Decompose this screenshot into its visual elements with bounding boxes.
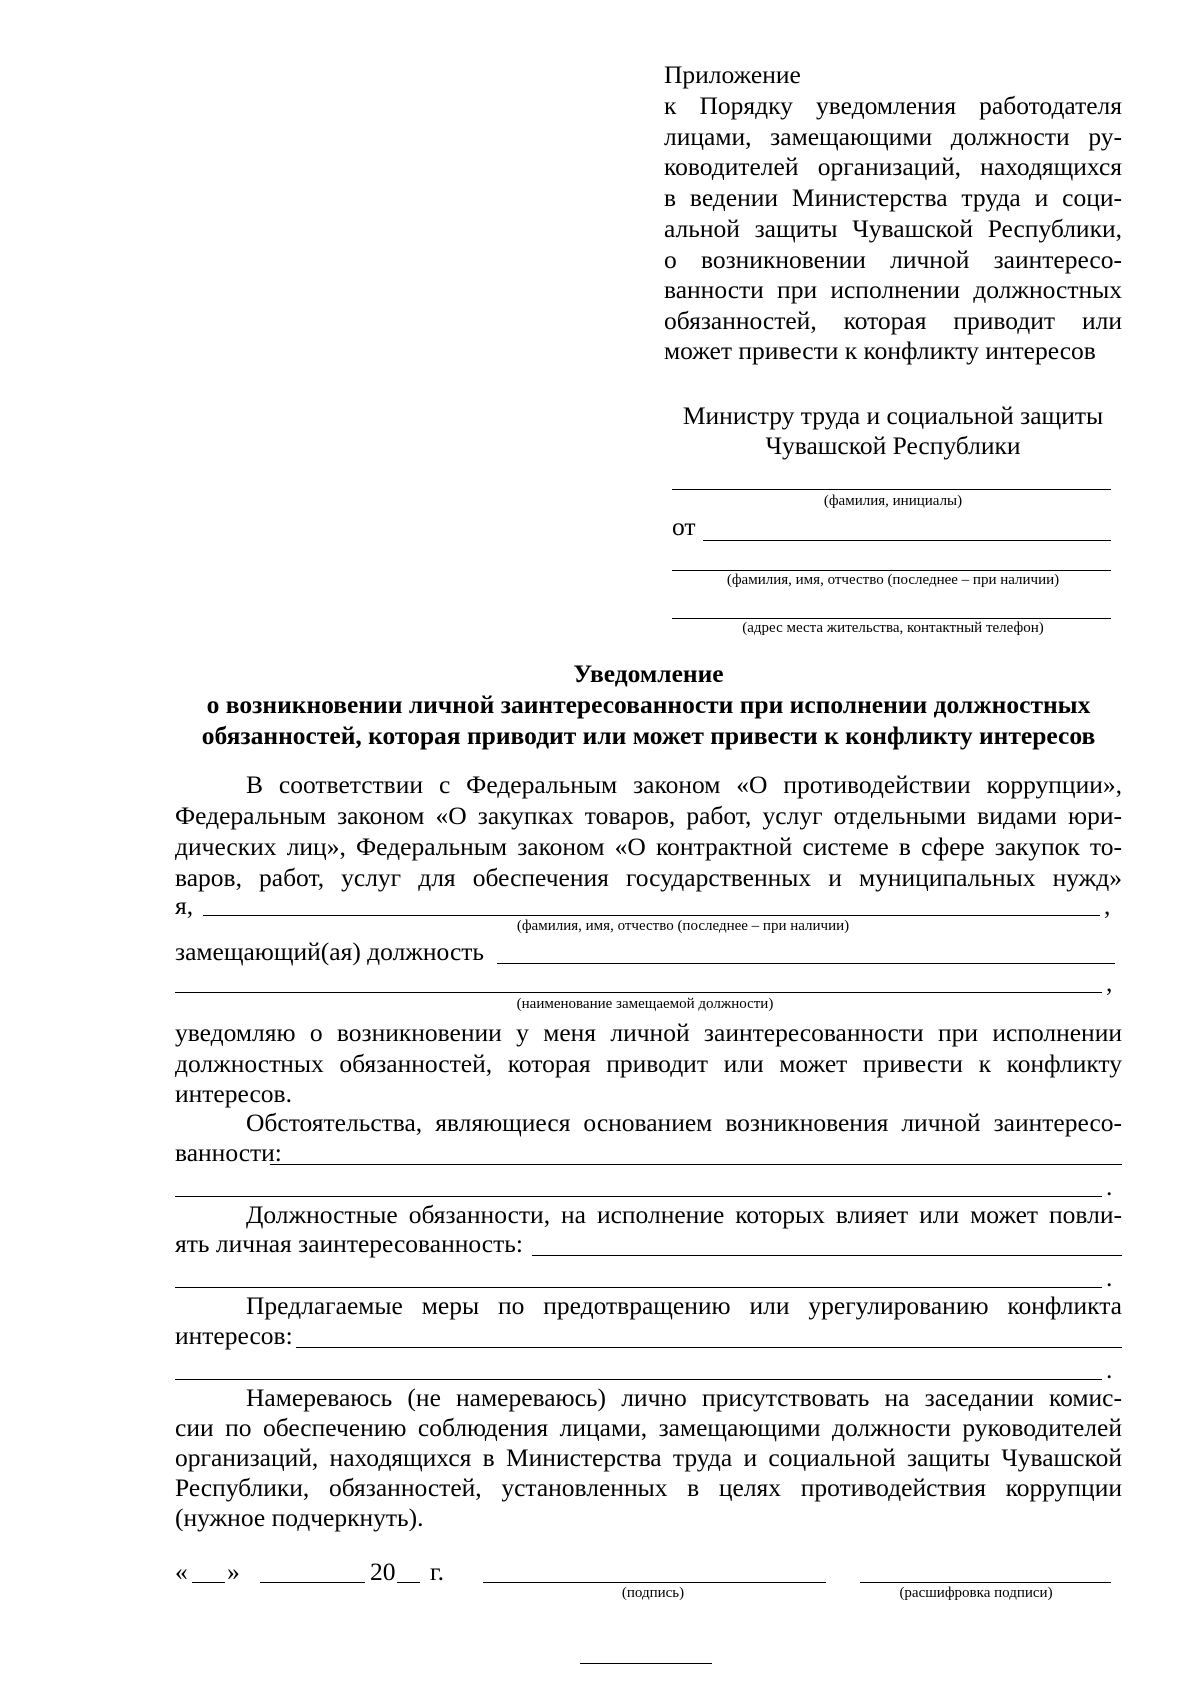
measures-line-continued	[175, 1379, 1102, 1380]
body-text-line: дических лиц», Федеральным законом «О контрактной системе в сфере закупок то-	[175, 832, 1122, 861]
duties-end: .	[1106, 1263, 1113, 1292]
position-line	[497, 963, 1115, 964]
sender-address-line	[672, 618, 1111, 619]
appendix-text-line: к Порядку уведомления работодателя	[664, 91, 1122, 120]
appendix-text-line: обязанностей, которая приводит или	[664, 306, 1122, 335]
body-text-line: Республики, обязанностей, установленных в целях противодействия коррупции	[175, 1473, 1122, 1502]
addressee-line: Чувашской Республики	[765, 431, 1021, 460]
position-line-continued	[175, 992, 1102, 993]
addressee-line: Министру труда и социальной защиты	[682, 401, 1104, 430]
circumstances-line	[270, 1164, 1122, 1165]
duties-label: ять личная заинтересованность:	[175, 1229, 523, 1258]
position-caption: (наименование замещаемой должности)	[516, 996, 774, 1012]
circumstances-label: ванности:	[175, 1138, 282, 1167]
body-text-line: организаций, находящихся в Министерства труда и социальной защиты Чувашской	[175, 1443, 1122, 1472]
year-prefix: 20	[370, 1557, 396, 1586]
signature-caption: (подпись)	[621, 1585, 685, 1601]
minister-name-caption: (фамилия, инициалы)	[823, 493, 963, 509]
body-text-line: (нужное подчеркнуть).	[175, 1503, 424, 1532]
duties-line-continued	[175, 1287, 1102, 1288]
body-text-line: Федеральным законом «О закупках товаров, работ, услуг отдельными видами юри-	[175, 801, 1122, 830]
sender-full-name-caption: (фамилия, имя, отчество (последнее – при наличии)	[726, 572, 1060, 588]
body-text-line: Намереваюсь (не намереваюсь) лично присутствовать на заседании комис-	[246, 1383, 1122, 1412]
appendix-text-line: может привести к конфликту интересов	[664, 336, 1096, 365]
duties-text: Должностные обязанности, на исполнение которых влияет или может повли-	[246, 1200, 1122, 1229]
appendix-text-line: лицами, замещающими должности ру-	[664, 122, 1122, 151]
body-text-line: должностных обязанностей, которая приводит или может привести к конфликту	[175, 1049, 1122, 1078]
body-text-line: В соответствии с Федеральным законом «О противодействии коррупции»,	[246, 770, 1122, 799]
measures-line	[296, 1347, 1122, 1348]
body-text-line: интересов.	[175, 1079, 292, 1108]
measures-text: Предлагаемые меры по предотвращению или урегулированию конфликта	[246, 1291, 1122, 1320]
appendix-text-line: альной защиты Чувашской Республики,	[664, 214, 1122, 243]
month-line	[260, 1582, 365, 1583]
date-quote-open: «	[175, 1557, 188, 1586]
minister-name-line	[672, 489, 1111, 490]
fio-line	[203, 915, 1100, 916]
circumstances-text: Обстоятельства, являющиеся основанием возникновения личной заинтересо-	[246, 1108, 1122, 1137]
notice-subtitle-line: обязанностей, которая приводит или может привести к конфликту интересов	[201, 721, 1096, 750]
fio-caption: (фамилия, имя, отчество (последнее – при наличии)	[516, 918, 850, 934]
notice-title: Уведомление	[573, 659, 724, 688]
date-quote-close: »	[227, 1557, 240, 1586]
appendix-text-line: о возникновении личной заинтересо-	[664, 245, 1122, 274]
duties-line	[532, 1255, 1122, 1256]
from-label: от	[672, 512, 696, 541]
measures-end: .	[1106, 1355, 1113, 1384]
appendix-text-line: ванности при исполнении должностных	[664, 275, 1122, 304]
day-line	[192, 1582, 225, 1583]
position-label: замещающий(ая) должность	[175, 937, 485, 966]
notice-subtitle-line: о возникновении личной заинтересованности при исполнении должностных	[206, 690, 1091, 719]
body-text-line: сии по обеспечению соблюдения лицами, замещающими должности руководителей	[175, 1413, 1122, 1442]
sender-address-caption: (адрес места жительства, контактный телефон)	[742, 620, 1044, 636]
position-end: ,	[1106, 968, 1113, 997]
appendix-text-line: в ведении Министерства труда и соци-	[664, 183, 1122, 212]
sender-full-name-line	[672, 570, 1111, 571]
signature-decoding-caption: (расшифровка подписи)	[899, 1585, 1053, 1601]
sender-line	[703, 540, 1111, 541]
signature-line	[483, 1582, 826, 1583]
fio-end: ,	[1104, 891, 1111, 920]
circumstances-end: .	[1106, 1172, 1113, 1201]
footer-divider	[580, 1663, 712, 1664]
fio-label: я,	[175, 891, 194, 920]
signature-decoding-line	[860, 1582, 1111, 1583]
year-suffix: г.	[430, 1557, 444, 1586]
measures-label: интересов:	[175, 1321, 293, 1350]
appendix-title: Приложение	[664, 60, 801, 89]
body-text-line: варов, работ, услуг для обеспечения государственных и муниципальных нужд»	[175, 863, 1122, 892]
circumstances-line-continued	[175, 1196, 1102, 1197]
body-text-line: уведомляю о возникновении у меня личной заинтересованности при исполнении	[175, 1018, 1122, 1047]
year-line	[397, 1582, 420, 1583]
appendix-text-line: ководителей организаций, находящихся	[664, 152, 1122, 181]
